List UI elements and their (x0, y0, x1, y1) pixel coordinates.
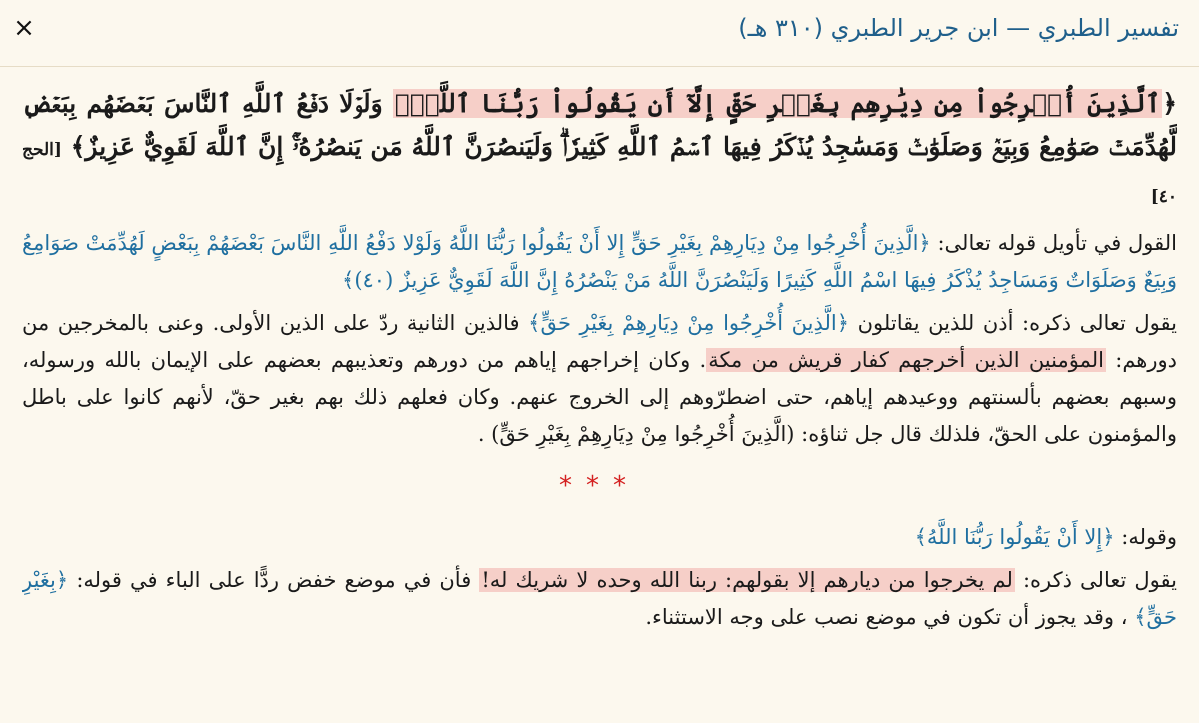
book-title: تفسير الطبري — ابن جرير الطبري (٣١٠ هـ) (738, 14, 1179, 42)
paragraph-2-quote: ﴿الَّذِينَ أُخْرِجُوا مِنْ دِيَارِهِمْ بِغَيْرِ حَقٍّ﴾ (528, 311, 850, 335)
paragraph-3-quote: ﴿إِلا أَنْ يَقُولُوا رَبُّنَا اللَّهُ﴾ (914, 525, 1115, 549)
paragraph-4-text-3: ، وقد يجوز أن تكون في موضع نصب على وجه الاستثناء. (645, 605, 1135, 629)
title-bar (0, 0, 1199, 67)
paragraph-2-text-2: فالذين الثانية ردّ على الذين الأولى. وعنى بالمخرجين من دورهم: (22, 311, 1177, 372)
verse-highlight[interactable]: ٱلَّذِينَ أُخۡرِجُواْ مِن دِيَٰرِهِم بِغَيۡرِ حَقٍّ إِلَّآ أَن يَقُولُواْ رَبُّنَا ٱللَّهُۗ (394, 89, 1161, 118)
paragraph-2-highlight[interactable]: المؤمنين الذين أخرجهم كفار قريش من مكة (708, 348, 1104, 372)
verse-text: وَلَوۡلَا دَفۡعُ ٱللَّهِ ٱلنَّاسَ بَعۡضَهُم بِبَعۡضٖ لَّهُدِّمَتۡ صَوَٰمِعُ وَبِيَعٞ وَصَلَوَٰتٞ وَمَسَٰجِدُ يُذۡكَرُ فِيهَا ٱسۡمُ ٱللَّهِ كَثِيرٗاۗ وَلَيَنصُرَنَّ ٱللَّهُ مَن يَنصُرُهُۥٓۚ إِنَّ ٱللَّهَ لَقَوِيٌّ عَزِيزٌ (22, 89, 1177, 161)
paragraph-4-highlight[interactable]: لم يخرجوا من ديارهم إلا بقولهم: ربنا الله وحده لا شريك له! (481, 568, 1013, 592)
quran-verse (22, 82, 1177, 219)
tafsir-content (22, 74, 1177, 717)
paragraph-4-text-2: فأن في موضع خفض ردًّا على الباء في قوله: (68, 568, 480, 592)
paragraph-1-lead: القول في تأويل قوله تعالى: (930, 231, 1177, 255)
paragraph-4 (22, 562, 1177, 636)
paragraph-4-quote: ﴿بِغَيْرِ حَقٍّ﴾ (22, 568, 1177, 629)
paragraph-2-text-3: . وكان إخراجهم إياهم من دورهم وتعذيبهم بعضهم على الإيمان بالله ورسوله، وسبهم بعضهم بألسنتهم ووعيدهم إياهم، حتى اضطرّوهم إلى الخروج عنهم. وكان فعلهم ذلك بهم بغير حقّ، لأنهم كانوا على باطل والمؤمنون على الحقّ، فلذلك قال جل ثناؤه: (الَّذِينَ أُخْرِجُوا مِنْ دِيَارِهِمْ بِغَيْرِ حَقٍّ) . (22, 348, 1177, 446)
paragraph-3 (22, 519, 1177, 556)
paragraph-2 (22, 305, 1177, 453)
verse-close-bracket: ﴾ (70, 132, 86, 161)
verse-open-bracket: ﴿ (1162, 89, 1177, 118)
paragraph-3-lead: وقوله: (1114, 525, 1177, 549)
paragraph-4-text-1: يقول تعالى ذكره: (1014, 568, 1177, 592)
section-separator: *** (559, 471, 640, 501)
paragraph-1 (22, 225, 1177, 299)
paragraph-1-quote: ﴿الَّذِينَ أُخْرِجُوا مِنْ دِيَارِهِمْ بِغَيْرِ حَقٍّ إِلا أَنْ يَقُولُوا رَبُّنَا اللَّهُ وَلَوْلا دَفْعُ اللَّهِ النَّاسَ بَعْضَهُمْ بِبَعْضٍ لَهُدِّمَتْ صَوَامِعُ وَبِيَعٌ وَصَلَوَاتٌ وَمَسَاجِدُ يُذْكَرُ فِيهَا اسْمُ اللَّهِ كَثِيرًا وَلَيَنْصُرَنَّ اللَّهُ مَنْ يَنْصُرُهُ إِنَّ اللَّهَ لَقَوِيٌّ عَزِيزٌ (٤٠)﴾ (22, 231, 1177, 292)
paragraph-2-text-1: يقول تعالى ذكره: أذن للذين يقاتلون (849, 311, 1177, 335)
close-icon[interactable]: × (13, 13, 35, 43)
verse-reference: [الحج ٤٠] (22, 140, 1177, 207)
